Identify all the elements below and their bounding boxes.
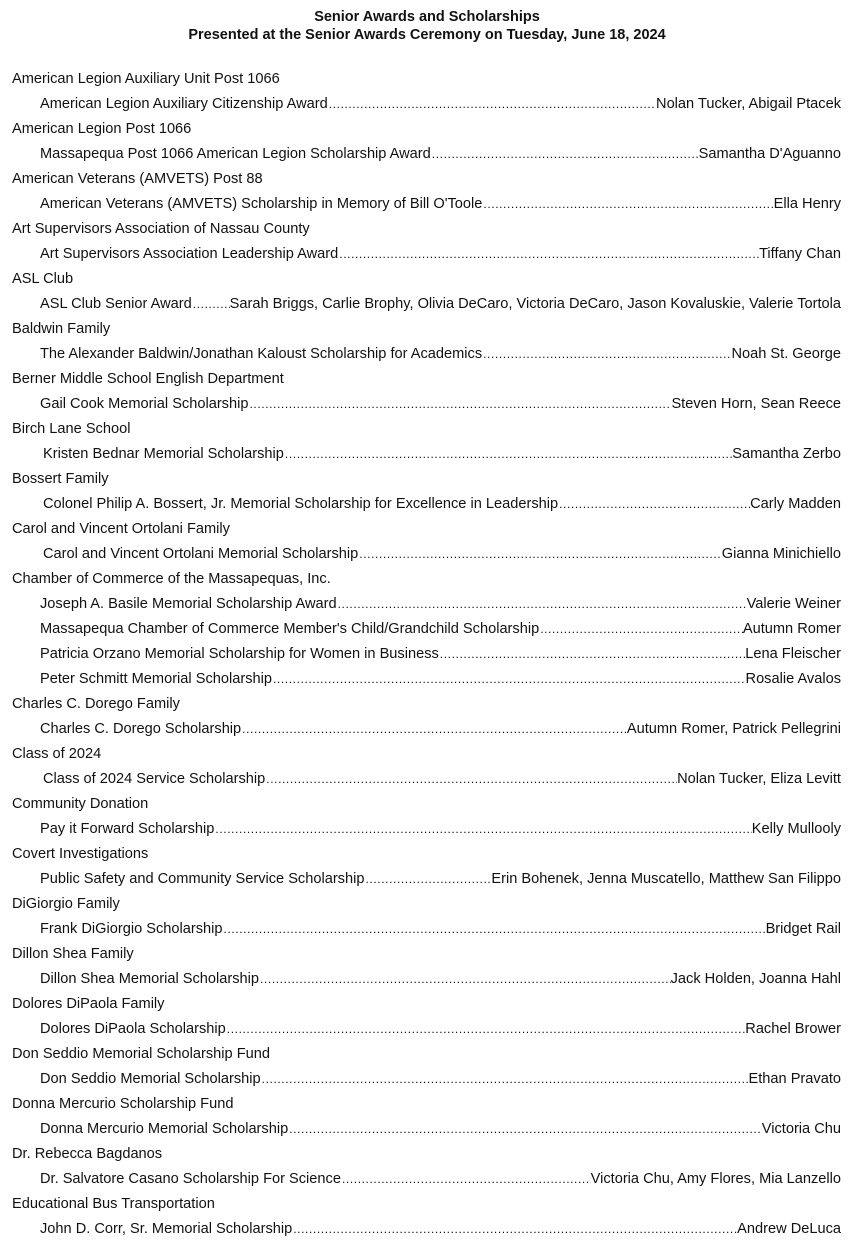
award-recipients: Kelly Mullooly [751, 821, 841, 837]
award-row [12, 292, 841, 317]
dot-leader [337, 592, 747, 617]
dot-leader [439, 642, 745, 667]
award-row [12, 142, 841, 167]
award-name: Charles C. Dorego Scholarship [40, 721, 242, 737]
dot-leader [482, 192, 773, 217]
award-row [12, 92, 841, 117]
dot-leader [288, 1117, 762, 1142]
award-row [12, 492, 841, 517]
dot-leader [431, 142, 699, 167]
sponsor-name: Birch Lane School [12, 421, 131, 437]
dot-leader [261, 1067, 749, 1092]
dot-leader [539, 617, 743, 642]
award-row [12, 817, 841, 842]
sponsor-name: Dolores DiPaola Family [12, 996, 165, 1012]
award-name: Colonel Philip A. Bossert, Jr. Memorial Scholarship for Excellence in Leadership [43, 496, 559, 512]
award-name: ASL Club Senior Award [40, 296, 192, 312]
award-recipients: Victoria Chu [761, 1121, 841, 1137]
sponsor-name: DiGiorgio Family [12, 896, 120, 912]
award-name: Art Supervisors Association Leadership Award [40, 246, 339, 262]
award-recipients: Autumn Romer, Patrick Pellegrini [626, 721, 841, 737]
award-row [12, 917, 841, 942]
award-name: American Veterans (AMVETS) Scholarship in Memory of Bill O'Toole [40, 196, 483, 212]
award-name: Dr. Salvatore Casano Scholarship For Science [40, 1171, 341, 1187]
dot-leader [192, 292, 230, 317]
award-row [12, 767, 841, 792]
award-recipients: Lena Fleischer [745, 646, 841, 662]
sponsor-name: Educational Bus Transportation [12, 1196, 215, 1212]
sponsor-name: Class of 2024 [12, 746, 102, 762]
award-recipients: Steven Horn, Sean Reece [671, 396, 841, 412]
award-name: Donna Mercurio Memorial Scholarship [40, 1121, 289, 1137]
dot-leader [558, 492, 750, 517]
award-row [12, 867, 841, 892]
award-recipients: Rachel Brower [745, 1021, 841, 1037]
award-row [12, 242, 841, 267]
sponsor-name: Donna Mercurio Scholarship Fund [12, 1096, 234, 1112]
dot-leader [241, 717, 627, 742]
dot-leader [259, 967, 671, 992]
dot-leader [272, 667, 746, 692]
award-name: Kristen Bednar Memorial Scholarship [43, 446, 284, 462]
award-name: American Legion Auxiliary Citizenship Award [40, 96, 328, 112]
award-recipients: Nolan Tucker, Eliza Levitt [677, 771, 841, 787]
award-row [12, 1217, 841, 1242]
award-row [12, 592, 841, 617]
dot-leader [265, 767, 677, 792]
award-name: Frank DiGiorgio Scholarship [40, 921, 223, 937]
dot-leader [248, 392, 671, 417]
award-recipients: Tiffany Chan [759, 246, 841, 262]
award-name: John D. Corr, Sr. Memorial Scholarship [40, 1221, 293, 1237]
dot-leader [284, 442, 732, 467]
award-row [12, 617, 841, 642]
sponsor-name: Covert Investigations [12, 846, 149, 862]
award-name: Peter Schmitt Memorial Scholarship [40, 671, 272, 687]
sponsor-name: Baldwin Family [12, 321, 111, 337]
award-name: Joseph A. Basile Memorial Scholarship Award [40, 596, 337, 612]
page-subtitle: Presented at the Senior Awards Ceremony on Tuesday, June 18, 2024 [188, 27, 666, 43]
dot-leader [214, 817, 751, 842]
award-recipients: Gianna Minichiello [721, 546, 841, 562]
dot-leader [358, 542, 721, 567]
award-recipients: Erin Bohenek, Jenna Muscatello, Matthew San Filippo [491, 871, 841, 887]
award-row [12, 1067, 841, 1092]
award-recipients: Autumn Romer [742, 621, 841, 637]
award-row [12, 392, 841, 417]
page-title: Senior Awards and Scholarships [314, 9, 540, 25]
award-name: The Alexander Baldwin/Jonathan Kaloust Scholarship for Academics [40, 346, 483, 362]
award-row [12, 642, 841, 667]
award-name: Class of 2024 Service Scholarship [43, 771, 266, 787]
dot-leader [328, 92, 656, 117]
award-row [12, 442, 841, 467]
dot-leader [226, 1017, 746, 1042]
dot-leader [364, 867, 491, 892]
award-recipients: Samantha D'Aguanno [698, 146, 841, 162]
award-name: Gail Cook Memorial Scholarship [40, 396, 249, 412]
sponsor-name: Don Seddio Memorial Scholarship Fund [12, 1046, 270, 1062]
award-name: Patricia Orzano Memorial Scholarship for Women in Business [40, 646, 439, 662]
sponsor-name: American Legion Post 1066 [12, 121, 192, 137]
award-name: Don Seddio Memorial Scholarship [40, 1071, 261, 1087]
award-recipients: Noah St. George [731, 346, 841, 362]
dot-leader [292, 1217, 737, 1242]
dot-leader [223, 917, 766, 942]
award-row [12, 542, 841, 567]
award-recipients: Bridget Rail [765, 921, 841, 937]
sponsor-name: Chamber of Commerce of the Massapequas, Inc. [12, 571, 331, 587]
award-row [12, 1167, 841, 1192]
award-recipients: Nolan Tucker, Abigail Ptacek [656, 96, 841, 112]
sponsor-name: American Veterans (AMVETS) Post 88 [12, 171, 263, 187]
awards-list [12, 67, 841, 1242]
award-recipients: Sarah Briggs, Carlie Brophy, Olivia DeCaro, Victoria DeCaro, Jason Kovaluskie, Valerie Tortola [229, 296, 841, 312]
award-recipients: Ethan Pravato [748, 1071, 841, 1087]
sponsor-name: Community Donation [12, 796, 149, 812]
sponsor-name: Charles C. Dorego Family [12, 696, 180, 712]
award-row [12, 1017, 841, 1042]
award-recipients: Victoria Chu, Amy Flores, Mia Lanzello [590, 1171, 841, 1187]
award-recipients: Andrew DeLuca [737, 1221, 841, 1237]
award-recipients: Ella Henry [773, 196, 841, 212]
award-row [12, 192, 841, 217]
award-name: Massapequa Post 1066 American Legion Scholarship Award [40, 146, 431, 162]
sponsor-name: Berner Middle School English Department [12, 371, 284, 387]
sponsor-name: ASL Club [12, 271, 74, 287]
sponsor-name: Art Supervisors Association of Nassau County [12, 221, 310, 237]
sponsor-name: Carol and Vincent Ortolani Family [12, 521, 230, 537]
award-name: Public Safety and Community Service Scholarship [40, 871, 365, 887]
award-row [12, 667, 841, 692]
award-recipients: Samantha Zerbo [732, 446, 841, 462]
award-name: Dillon Shea Memorial Scholarship [40, 971, 260, 987]
document-header [0, 8, 854, 44]
award-name: Massapequa Chamber of Commerce Member's Child/Grandchild Scholarship [40, 621, 540, 637]
dot-leader [341, 1167, 591, 1192]
sponsor-name: Dr. Rebecca Bagdanos [12, 1146, 163, 1162]
award-recipients: Carly Madden [750, 496, 841, 512]
sponsor-name: American Legion Auxiliary Unit Post 1066 [12, 71, 280, 87]
dot-leader [482, 342, 731, 367]
award-name: Pay it Forward Scholarship [40, 821, 215, 837]
sponsor-name: Dillon Shea Family [12, 946, 134, 962]
sponsor-name: Bossert Family [12, 471, 109, 487]
award-row [12, 717, 841, 742]
award-row [12, 967, 841, 992]
award-recipients: Rosalie Avalos [745, 671, 841, 687]
dot-leader [338, 242, 759, 267]
award-name: Dolores DiPaola Scholarship [40, 1021, 226, 1037]
award-name: Carol and Vincent Ortolani Memorial Scholarship [43, 546, 359, 562]
award-row [12, 342, 841, 367]
award-row [12, 1117, 841, 1142]
award-recipients: Valerie Weiner [746, 596, 841, 612]
award-recipients: Jack Holden, Joanna Hahl [670, 971, 841, 987]
